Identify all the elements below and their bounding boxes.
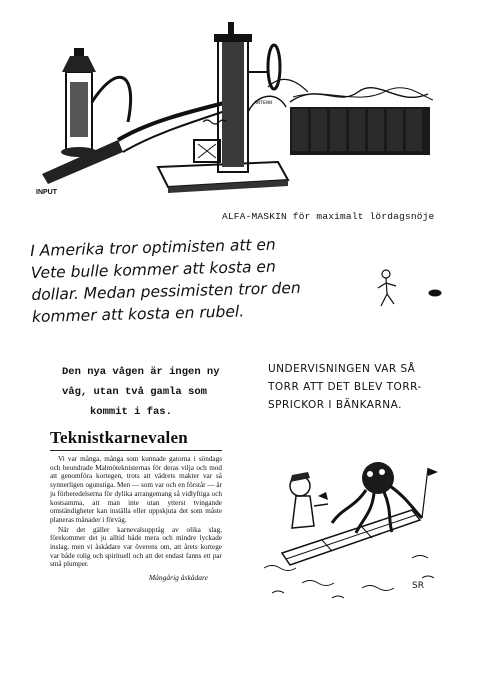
illustration-small-label: ANTENN [254,100,273,106]
school-joke-line: TORR ATT DET BLEV TORR- [268,381,422,393]
raft-cartoon [262,448,448,603]
handwritten-line: I Amerika tror optimisten att en [30,235,276,260]
article-paragraph: Vi var många, många som kunnade gatorna i söndags och beundrade Malmöteknisternas för deras vilja och mod att genomföra kortegen, trots att vädrets makter var så synnerligen ogunstiga. Men — som var och en förstår — är ju förberedelserna för dylika arrangemang så vidlyftiga och kostsamma, att man inte utan ytterst tvingande omständigheter kan inställa eller uppskjuta det som måste planeras månader i förväg. [50,455,222,524]
stick-figure-doodle [372,268,402,310]
article-paragraph: När det gäller karnevalsupptåg av olika slag, förekommer det ju alltid både mera och mindre lyckade inslag, men vi åskådare var överens om, att årets kortege var både rolig och spirituell och att det endast fanns ett par små plumper. [50,525,222,569]
handwritten-line: kommer att kosta en rubel. [31,302,245,326]
school-joke-line: SPRICKOR I BÄNKARNA. [268,399,402,411]
article-signature: Mångårig åskådare [148,573,208,583]
tower-drawing [194,22,286,172]
school-joke [268,360,468,414]
handwritten-line: Vete bulle kommer att kosta en [30,257,276,282]
cartoon-signature: SR [412,581,424,591]
wave-quote-line: våg, utan två gamla som [62,386,207,398]
illustration-caption: ALFA-MASKIN för maximalt lördagsnöje [222,211,435,222]
handwritten-line: dollar. Medan pessimisten tror den [31,278,301,304]
article-title: Teknistkarnevalen [50,428,222,451]
battery-bank-drawing [290,88,433,155]
ink-blob-doodle [428,289,442,297]
school-joke-line: UNDERVISNINGEN VAR SÅ [268,363,416,375]
wave-quote [62,362,252,422]
article [50,428,222,582]
alfa-machine-illustration [28,12,448,202]
illustration-label: INPUT [36,189,57,196]
wave-quote-line: Den nya vågen är ingen ny [62,366,220,378]
handwritten-quote [30,232,332,328]
wave-quote-line: kommit i fas. [90,406,172,418]
